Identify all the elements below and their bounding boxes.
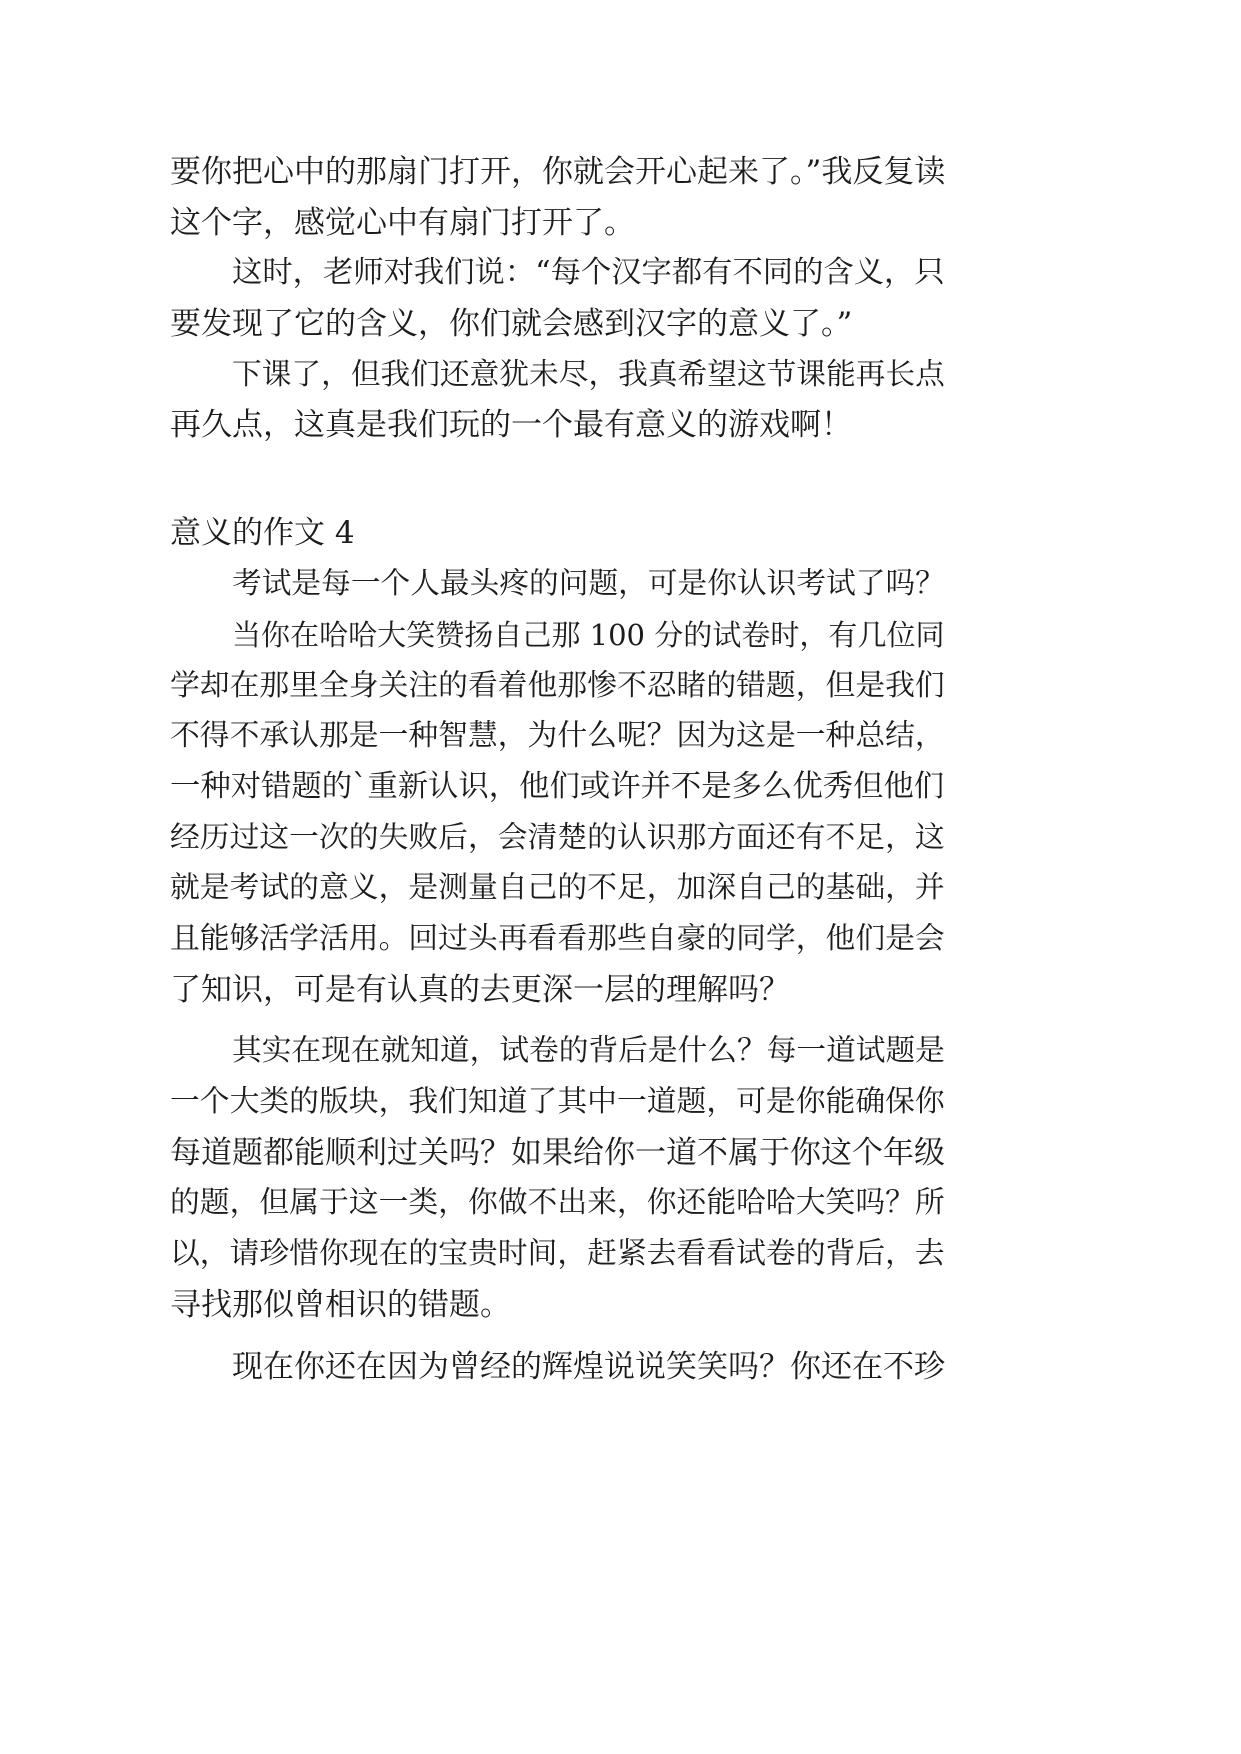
text-line: 要你把心中的那扇门打开，你就会开心起来了。”我反复读 [170, 154, 946, 190]
text-line: 其实在现在就知道，试卷的背后是什么？每一道试题是 [232, 1033, 945, 1068]
text-line: 这个字，感觉心中有扇门打开了。 [170, 205, 635, 241]
text-line: 且能够活学活用。回过头再看看那些自豪的同学，他们是会 [170, 921, 945, 956]
text-line: 一个大类的版块，我们知道了其中一道题，可是你能确保你 [170, 1084, 945, 1119]
text-line: 再久点，这真是我们玩的一个最有意义的游戏啊！ [170, 407, 852, 443]
text-line: 以，请珍惜你现在的宝贵时间，赶紧去看看试卷的背后，去 [170, 1236, 945, 1271]
text-line: 一种对错题的`重新认识，他们或许并不是多么优秀但他们 [170, 769, 945, 804]
text-line: 不得不承认那是一种智慧，为什么呢？因为这是一种总结， [170, 718, 945, 753]
text-line: 了知识，可是有认真的去更深一层的理解吗？ [170, 972, 790, 1008]
text-line: 经历过这一次的失败后，会清楚的认识那方面还有不足，这 [170, 820, 945, 855]
text-line: 学却在那里全身关注的看着他那惨不忍睹的错题，但是我们 [170, 668, 945, 703]
section-title: 意义的作文 4 [170, 515, 355, 551]
text-line: 当你在哈哈大笑赞扬自己那 100 分的试卷时，有几位同 [232, 618, 945, 652]
text-line: 就是考试的意义，是测量自己的不足，加深自己的基础，并 [170, 870, 945, 905]
text-line: 这时，老师对我们说：“每个汉字都有不同的含义，只 [232, 255, 945, 290]
text-line: 的题，但属于这一类，你做不出来，你还能哈哈大笑吗？所 [170, 1185, 945, 1220]
text-line: 寻找那似曾相识的错题。 [170, 1287, 511, 1323]
text-line: 要发现了它的含义，你们就会感到汉字的意义了。” [170, 306, 853, 342]
text-line: 下课了，但我们还意犹未尽，我真希望这节课能再长点 [232, 357, 945, 392]
text-line: 现在你还在因为曾经的辉煌说说笑笑吗？你还在不珍 [232, 1349, 945, 1385]
text-line: 考试是每一个人最头疼的问题，可是你认识考试了吗？ [232, 566, 945, 601]
text-line: 每道题都能顺利过关吗？如果给你一道不属于你这个年级 [170, 1135, 945, 1171]
